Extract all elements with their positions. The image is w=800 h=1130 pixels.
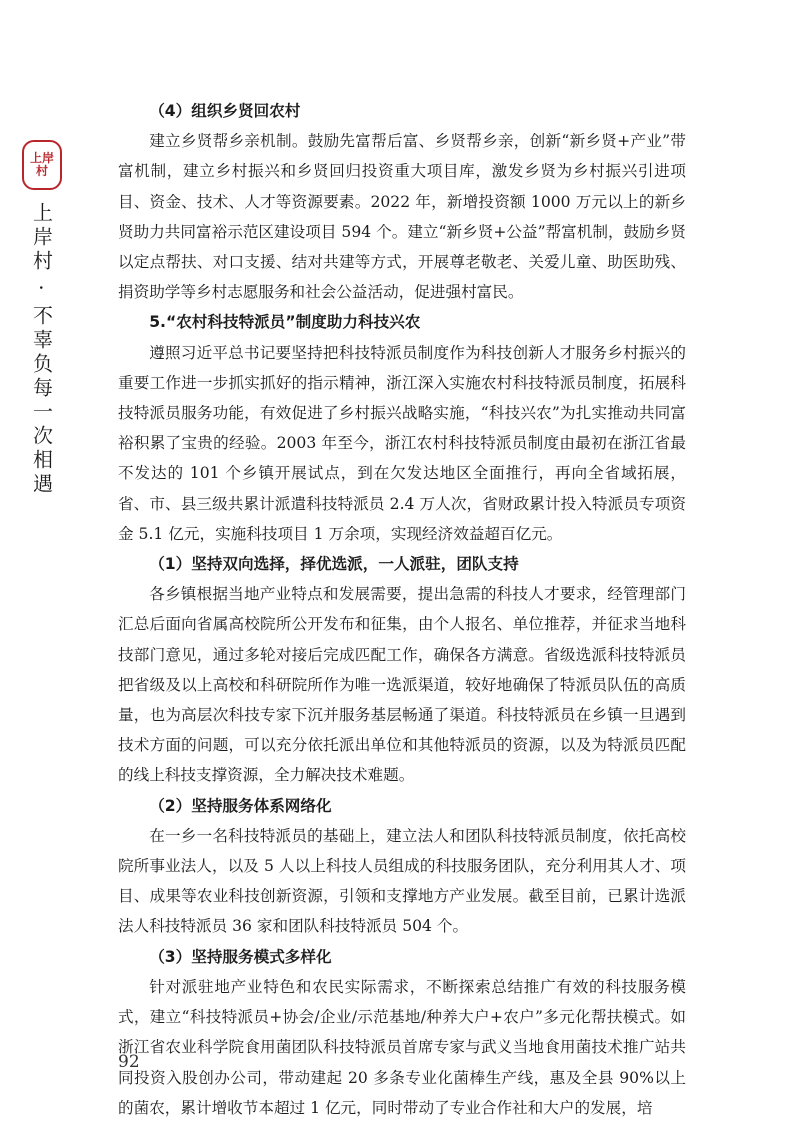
- seal-text-top: 上岸: [29, 151, 54, 165]
- heading-1-two-way-selection: （1）坚持双向选择，择优选派，一人派驻，团队支持: [149, 555, 519, 574]
- sidebar: [22, 140, 62, 497]
- seal-text-bottom: 村: [35, 164, 48, 178]
- paragraph: 建立乡贤帮乡亲机制。鼓励先富帮后富、乡贤帮乡亲，创新“新乡贤+产业”带富机制，建立乡村振兴和乡贤回归投资重大项目库，激发乡贤为乡村振兴引进项目、资金、技术、人才等资源要素。2022 年，新增投资额 1000 万元以上的新乡贤助力共同富裕示范区建设项目 594 个。建立“新乡贤+公益”帮富机制，鼓励乡贤以定点帮扶、对口支援、结对共建等方式，开展尊老敬老、关爱儿童、助医助残、捐资助学等乡村志愿服务和社会公益活动，促进强村富民。: [118, 132, 686, 302]
- page-number: 92: [118, 1052, 140, 1072]
- village-seal-logo: [22, 140, 62, 190]
- series-title: 上岸村 · 不辜负每一次相遇: [29, 202, 54, 498]
- heading-2-service-network: （2）坚持服务体系网络化: [149, 796, 332, 815]
- paragraph: 各乡镇根据当地产业特点和发展需要，提出急需的科技人才要求，经管理部门汇总后面向省属高校院所公开发布和征集，由个人报名、单位推荐，并征求当地科技部门意见，通过多轮对接后完成匹配工作，确保各方满意。省级选派科技特派员把省级及以上高校和科研院所作为唯一选派渠道，较好地确保了特派员队伍的高质量，也为高层次科技专家下沉并服务基层畅通了渠道。科技特派员在乡镇一旦遇到技术方面的问题，可以充分依托派出单位和其他特派员的资源，以及为特派员匹配的线上科技支撑资源，全力解决技术难题。: [118, 585, 686, 785]
- paragraph: 在一乡一名科技特派员的基础上，建立法人和团队科技特派员制度，依托高校院所事业法人，以及 5 人以上科技人员组成的科技服务团队，充分利用其人才、项目、成果等农业科技创新资源，引领和支撑地方产业发展。截至目前，已累计选派法人科技特派员 36 家和团队科技特派员 504 个。: [118, 826, 686, 936]
- heading-3-service-models: （3）坚持服务模式多样化: [149, 947, 332, 966]
- paragraph: 针对派驻地产业特色和农民实际需求，不断探索总结推广有效的科技服务模式，建立“科技特派员+协会/企业/示范基地/种养大户+农户”多元化帮扶模式。如浙江省农业科学院食用菌团队科技特派员首席专家与武义当地食用菌技术推广站共同投资入股创办公司，带动建起 20 多条专业化菌棒生产线，惠及全县 90%以上的菌农，累计增收节本超过 1 亿元，同时带动了专业合作社和大户的发展，培: [118, 977, 686, 1117]
- paragraph: 遵照习近平总书记要坚持把科技特派员制度作为科技创新人才服务乡村振兴的重要工作进一步抓实抓好的指示精神，浙江深入实施农村科技特派员制度，拓展科技特派员服务功能，有效促进了乡村振兴战略实施，“科技兴农”为扎实推动共同富裕积累了宝贵的经验。2003 年至今，浙江农村科技特派员制度由最初在浙江省最不发达的 101 个乡镇开展试点，到在欠发达地区全面推行，再向全省域拓展，省、市、县三级共累计派遣科技特派员 2.4 万人次，省财政累计投入特派员专项资金 5.1 亿元，实施科技项目 1 万余项，实现经济效益超百亿元。: [118, 343, 686, 543]
- heading-4-gather-talents: （4）组织乡贤回农村: [149, 102, 301, 120]
- heading-5-tech-commissioners: 5.“农村科技特派员”制度助力科技兴农: [149, 313, 421, 332]
- page-content: [118, 96, 686, 1123]
